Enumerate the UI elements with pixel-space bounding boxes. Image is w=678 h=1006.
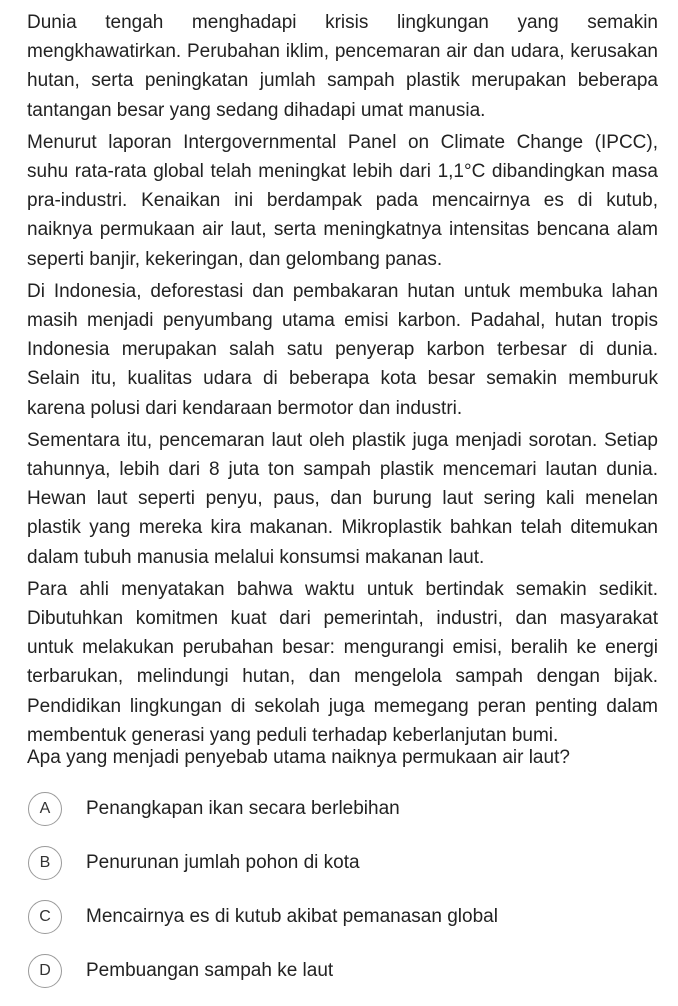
option-a-text[interactable]: Penangkapan ikan secara berlebihan — [86, 798, 400, 819]
option-c[interactable] — [28, 898, 648, 936]
article-text — [27, 8, 658, 753]
paragraph-3: Di Indonesia, deforestasi dan pembakaran hutan untuk membuka lahan masih menjadi penyumbang utama emisi karbon. Padahal, hutan tropis Indonesia merupakan salah satu penyerap karbon terbesar di dunia. Selain itu, kualitas udara di beberapa kota besar semakin memburuk karena polusi dari kendaraan bermotor dan industri. — [27, 280, 658, 419]
answer-options — [28, 790, 648, 1006]
option-c-letter[interactable]: C — [28, 900, 62, 934]
question-text: Apa yang menjadi penyebab utama naiknya permukaan air laut? — [27, 747, 570, 768]
option-c-text[interactable]: Mencairnya es di kutub akibat pemanasan global — [86, 906, 498, 927]
option-a[interactable] — [28, 790, 648, 828]
option-b[interactable] — [28, 844, 648, 882]
option-b-letter[interactable]: B — [28, 846, 62, 880]
option-d-letter[interactable]: D — [28, 954, 62, 988]
paragraph-1: Dunia tengah menghadapi krisis lingkungan yang semakin mengkhawatirkan. Perubahan iklim, pencemaran air dan udara, kerusakan hutan, serta peningkatan jumlah sampah plastik merupakan beberapa tantangan besar yang sedang dihadapi umat manusia. — [27, 12, 658, 121]
option-b-text[interactable]: Penurunan jumlah pohon di kota — [86, 852, 360, 873]
paragraph-5: Para ahli menyatakan bahwa waktu untuk bertindak semakin sedikit. Dibutuhkan komitmen kuat dari pemerintah, industri, dan masyarakat untuk melakukan perubahan besar: mengurangi emisi, beralih ke energi terbarukan, melindungi hutan, dan mengelola sampah dengan bijak. Pendidikan lingkungan di sekolah juga memegang peran penting dalam membentuk generasi yang peduli terhadap keberlanjutan bumi. — [27, 578, 658, 746]
option-d-text[interactable]: Pembuangan sampah ke laut — [86, 960, 334, 981]
paragraph-4: Sementara itu, pencemaran laut oleh plastik juga menjadi sorotan. Setiap tahunnya, lebih dari 8 juta ton sampah plastik mencemari lautan dunia. Hewan laut seperti penyu, paus, dan burung laut sering kali menelan plastik yang mereka kira makanan. Mikroplastik bahkan telah ditemukan dalam tubuh manusia melalui konsumsi makanan laut. — [27, 429, 658, 568]
paragraph-2: Menurut laporan Intergovernmental Panel on Climate Change (IPCC), suhu rata-rata global telah meningkat lebih dari 1,1°C dibandingkan masa pra-industri. Kenaikan ini berdampak pada mencairnya es di kutub, naiknya permukaan air laut, serta meningkatnya intensitas bencana alam seperti banjir, kekeringan, dan gelombang panas. — [27, 131, 658, 270]
option-a-letter[interactable]: A — [28, 792, 62, 826]
option-d[interactable] — [28, 952, 648, 990]
